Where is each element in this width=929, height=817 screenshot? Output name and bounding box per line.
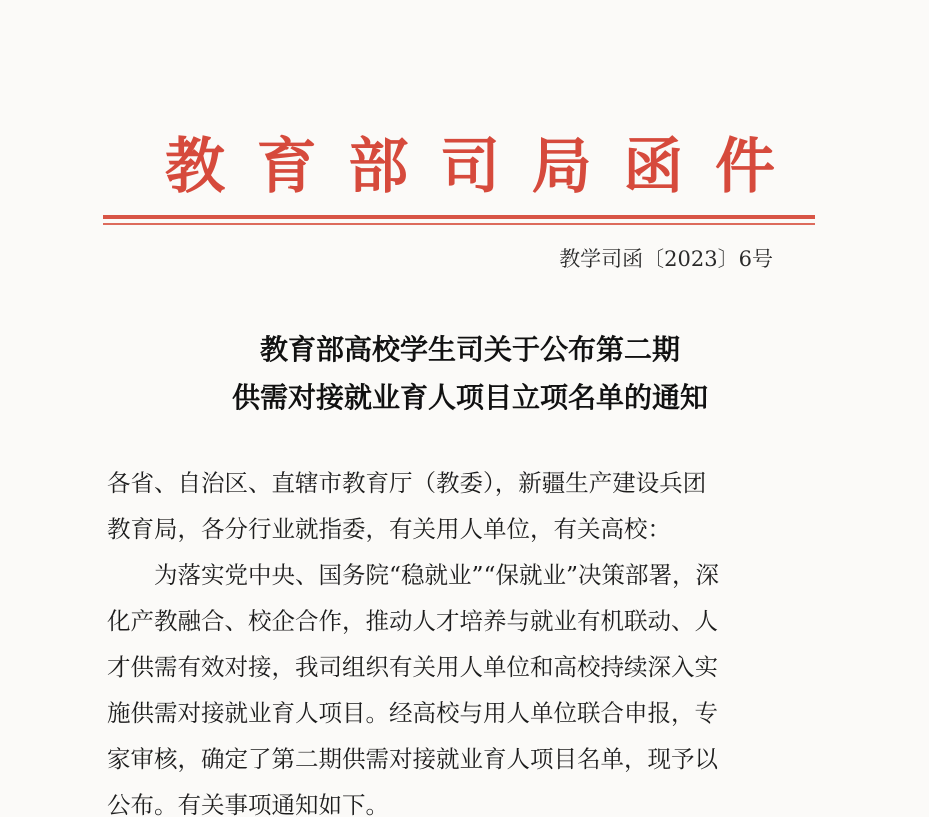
addressee-line-1: 各省、自治区、直辖市教育厅（教委），新疆生产建设兵团 xyxy=(107,469,707,497)
letterhead-char: 育 xyxy=(256,132,317,202)
letterhead-rule-thick xyxy=(103,215,815,219)
paragraph-line: 化产教融合、校企合作，推动人才培养与就业有机联动、人 xyxy=(107,607,718,635)
letterhead-char: 局 xyxy=(531,132,592,202)
letterhead-char: 教 xyxy=(165,132,225,202)
addressee-line-2: 教育局，各分行业就指委，有关用人单位，有关高校： xyxy=(107,515,671,543)
document-number: 教学司函〔2023〕6号 xyxy=(559,247,773,271)
notice-title-line-1: 教育部高校学生司关于公布第二期 xyxy=(259,333,680,366)
notice-title xyxy=(150,326,790,422)
paragraph-line: 才供需有效对接，我司组织有关用人单位和高校持续深入实 xyxy=(107,653,718,681)
notice-title-line-2: 供需对接就业育人项目立项名单的通知 xyxy=(231,381,708,414)
paragraph-line: 为落实党中央、国务院“稳就业”“保就业”决策部署，深 xyxy=(154,561,720,589)
paragraph-line: 公布。有关事项通知如下。 xyxy=(107,791,389,817)
letterhead-rule-thin xyxy=(103,223,815,225)
letterhead-char: 函 xyxy=(623,132,684,202)
letterhead-char: 部 xyxy=(348,132,409,202)
letterhead-title xyxy=(160,132,780,202)
notice-body xyxy=(107,460,787,817)
paragraph-line: 家审核，确定了第二期供需对接就业育人项目名单，现予以 xyxy=(107,745,718,773)
letterhead-char: 司 xyxy=(439,132,500,202)
letterhead-char: 件 xyxy=(714,132,775,202)
paragraph-line: 施供需对接就业育人项目。经高校与用人单位联合申报，专 xyxy=(107,699,718,727)
